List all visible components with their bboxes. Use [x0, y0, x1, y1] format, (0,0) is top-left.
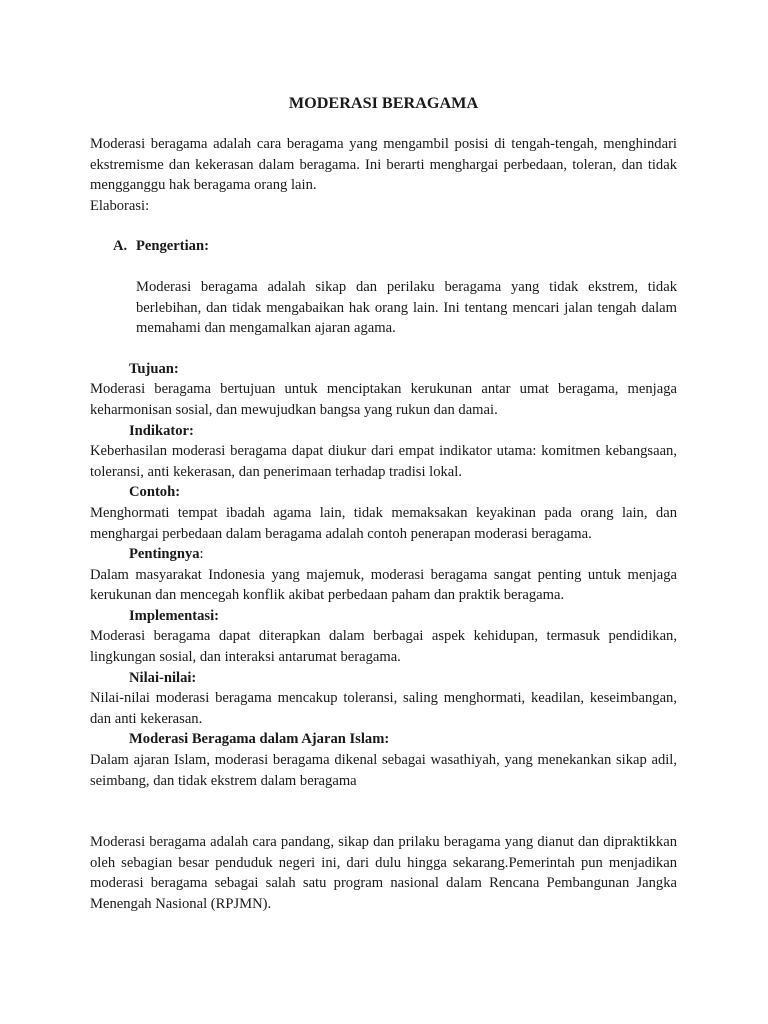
document-title: MODERASI BERAGAMA [288, 94, 479, 112]
pentingnya-colon: : [199, 546, 204, 563]
section-a-heading [113, 236, 677, 257]
subsection-heading-pentingnya [129, 544, 677, 565]
subsection-heading-indikator: Indikator: [129, 422, 194, 439]
subsection-body-islam: Dalam ajaran Islam, moderasi beragama dikenal sebagai wasathiyah, yang menekankan sikap adil, seimbang, dan tidak ekstrem dalam beragama [90, 752, 677, 789]
document-page [90, 92, 677, 915]
subsection-body-pentingnya: Dalam masyarakat Indonesia yang majemuk, moderasi beragama sangat penting untuk menjaga kerukunan dan mencegah konflik akibat perbedaan paham dan praktik beragama. [90, 566, 677, 604]
subsection-body-nilai-nilai: Nilai-nilai moderasi beragama mencakup toleransi, saling menghormati, keadilan, keseimbangan, dan anti kekerasan. [90, 690, 677, 727]
spacer [90, 791, 677, 832]
elaborasi-label: Elaborasi: [90, 197, 150, 214]
subsection-heading-nilai-nilai: Nilai-nilai: [129, 669, 197, 686]
subsection-body-tujuan: Moderasi beragama bertujuan untuk menciptakan kerukunan antar umat beragama, menjaga keharmonisan sosial, dan mewujudkan bangsa yang rukun dan damai. [90, 381, 677, 418]
intro-paragraph: Moderasi beragama adalah cara beragama yang mengambil posisi di tengah-tengah, menghindari ekstremisme dan kekerasan dalam beragama. Ini berarti menghargai perbedaan, toleran, dan tidak mengganggu hak beragama orang lain. [90, 136, 677, 194]
subsection-heading-contoh: Contoh: [129, 484, 181, 501]
section-a-title: Pengertian: [136, 238, 209, 255]
subsection-heading-islam: Moderasi Beragama dalam Ajaran Islam: [129, 731, 390, 748]
subsection-heading-tujuan: Tujuan: [129, 360, 179, 377]
spacer [90, 339, 677, 359]
subsection-heading-implementasi: Implementasi: [129, 607, 219, 624]
closing-paragraph: Moderasi beragama adalah cara pandang, sikap dan prilaku beragama yang dianut dan dipraktikkan oleh sebagian besar penduduk negeri ini, dari dulu hingga sekarang.Pemerintah pun menjadikan moderasi beragama sebagai salah satu program nasional dalam Rencana Pembangunan Jangka Menengah Nasional (RPJMN). [90, 834, 677, 912]
subsection-body-implementasi: Moderasi beragama dapat diterapkan dalam berbagai aspek kehidupan, termasuk pendidikan, lingkungan sosial, dan interaksi antarumat beragama. [90, 628, 677, 666]
pentingnya-label: Pentingnya [129, 546, 200, 563]
subsection-body-contoh: Menghormati tempat ibadah agama lain, tidak memaksakan keyakinan pada orang lain, dan menghargai perbedaan dalam beragama adalah contoh penerapan moderasi beragama. [90, 504, 677, 542]
pengertian-paragraph: Moderasi beragama adalah sikap dan perilaku beragama yang tidak ekstrem, tidak berlebihan, dan tidak mengabaikan hak orang lain. Ini tentang mencari jalan tengah dalam memahami dan mengamalkan ajaran agama. [136, 278, 677, 337]
section-a-marker: A. [113, 238, 128, 255]
subsection-body-indikator: Keberhasilan moderasi beragama dapat diukur dari empat indikator utama: komitmen kebangsaan, toleransi, anti kekerasan, dan penerimaan terhadap tradisi lokal. [90, 443, 677, 480]
